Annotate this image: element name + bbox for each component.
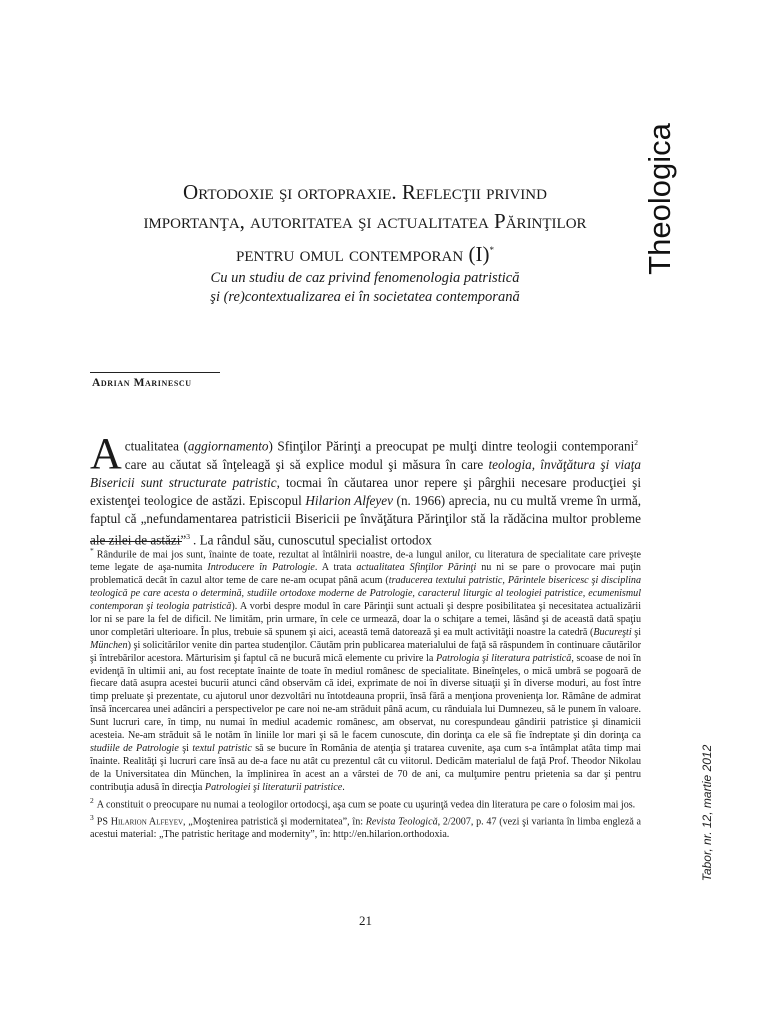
body-text: (n. 1966) aprecia, nu cu multă vreme în urmă, faptul că „nefundamentarea patristicii Bisericii pe învăţătura Părinţilor stă la rădăcina multor probleme ale zilei de astăzi” <box>90 493 641 548</box>
title-line: Ortodoxie şi ortopraxie. Reflecţii privind <box>183 180 547 204</box>
body-text: , tocmai în căutarea unor repere şi pârghii necesare producţiei şi existenţei teologice de astăzi. Episcopul <box>90 474 641 508</box>
footnotes <box>90 545 641 842</box>
footnote-text: A constituit o preocupare nu numai a teologilor ortodocşi, aşa cum se poate cu uşurinţă vedea din literatura pe care o folosim mai jos. <box>96 798 636 810</box>
footnote-italic: traducerea textului patristic, Părintele bisericesc şi disciplina teologică pe care acesta o determină, studiile ortodoxe moderne de Patrologie, caracterul liturgic al teologiei patristice, ecumenismul contemporan şi teologia patristică <box>90 575 641 612</box>
footnote-text: , „Moştenirea patristică şi modernitatea”, în: <box>183 816 366 828</box>
footnote-mark: 2 <box>90 795 94 805</box>
issue-info-vertical <box>696 728 718 898</box>
title-line-text: pentru omul contemporan (I) <box>236 242 490 266</box>
author-rule <box>90 372 220 373</box>
footnote-text: PS <box>96 816 111 828</box>
page-number: 21 <box>359 913 372 928</box>
footnote-ref-3[interactable]: 3 <box>186 532 191 542</box>
footnote-text: nu ni se pare o provocare mai puţin problematică decât în cazul altor teme de care ne-am ocupat până acum ( <box>90 562 641 587</box>
body-paragraph <box>90 429 641 550</box>
footnote-italic: Introducere în Patrologie <box>207 562 315 574</box>
footnote-text: Rândurile de mai jos sunt, înainte de toate, rezultat al întâlnirii noastre, de-a lungul anilor, cu literatura de specialitate care priveşte teme legate de aşa-numita <box>90 549 641 574</box>
footnote-text: . <box>342 781 345 793</box>
footnote-italic: textul patristic <box>192 742 252 754</box>
footnote-author: Hilarion Alfeyev <box>110 816 184 828</box>
footnote-rule <box>90 541 182 542</box>
footnote-3 <box>90 812 641 842</box>
article-title <box>90 178 640 269</box>
journal-name: Theologica <box>642 123 677 275</box>
footnote-italic: studiile de Patrologie <box>90 742 179 754</box>
body-text: ) Sfinţilor Părinţi a preocupat pe mulţi dintre teologii contemporani <box>268 438 635 454</box>
footnote-2 <box>90 795 641 812</box>
body-text: ctualitatea ( <box>124 438 188 454</box>
footnote-text: . A trata <box>314 562 357 574</box>
footnote-text: să se bucure în România de atenţia şi tratarea cuvenite, aşa cum s-a întâmplat atâta timp mai înainte. Realităţi şi lucruri care însă au de-a face nu atât cu prezentul cât cu viitorul. Dedicăm materialul de faţă Prof. Theodor Nikolau de la Universitatea din München, la împlinirea în acest an a vârstei de 70 de ani, ca mulţumire pentru prietenia sa dar şi pentru contribuţia adusă în direcţia <box>90 742 641 793</box>
article-subtitle <box>90 269 640 307</box>
body-italic: Hilarion Alfeyev <box>305 493 393 508</box>
title-footnote-mark: * <box>489 245 494 255</box>
journal-name-vertical <box>638 114 682 284</box>
subtitle-line: şi (re)contextualizarea ei în societatea contemporană <box>210 289 520 305</box>
footnote-italic: Patrologia şi literatura patristică <box>435 652 572 664</box>
author-name: Adrian Marinescu <box>92 377 192 389</box>
issue-info: Tabor, nr. 12, martie 2012 <box>700 744 714 882</box>
body-text: care au căutat să înţeleagă şi să explice modul şi măsura în care <box>124 456 489 472</box>
footnote-mark: 3 <box>90 812 94 822</box>
footnote-text: , 2/2007, p. 47 (vezi şi varianta în limba engleză a acestui material: „The patristic heritage and modernity”, în: http://en.hilarion.orthodoxia. <box>90 816 641 841</box>
body-italic: aggiornamento <box>187 438 269 454</box>
body-text: . La rândul său, cunoscutul specialist ortodox <box>193 532 432 548</box>
footnote-text: şi <box>178 742 193 754</box>
footnote-italic: Patrologiei şi literaturii patristice <box>204 781 343 793</box>
title-line <box>90 236 640 269</box>
body-italic: teologia, învăţătura şi viaţa Bisericii sunt structurate patristic <box>90 456 641 490</box>
subtitle-line: Cu un studiu de caz privind fenomenologia patristică <box>210 270 520 286</box>
footnote-text: , scoase de noi în evidenţă în ultimii ani, au fost receptate înainte de toate în mediul românesc de specialitate. Bineînţeles, o mică umbră se pogoară de fiecare dată asupra acestei bucurii atunci când observăm că idei, exprimate de noi în diverse situaţii şi în diverse moduri, au fost între timp preluate şi prezentate, cu ajutorul unor dezvoltări nu întotdeauna proprii, însă fără a menţiona provenienţa lor. Rămâne de admirat însă încercarea unei adânciri a perspectivelor pe care noi ne-am străduit până acum, cu rânduiala lui Dumnezeu, să le punem în valoare. Sunt lucruri care, în timp, nu numai în mediul academic românesc, am observat, nu corespundeau gândirii patristice şi dinamicii acesteia. Ne-am străduit să le notăm în liniile lor mari şi să le facem cunoscute, din dorinţa ca ele să fie îndreptate şi din dorinţa ca <box>90 652 642 742</box>
drop-cap: A <box>90 429 122 478</box>
footnote-mark: * <box>90 546 94 555</box>
footnote-italic: München <box>90 639 128 651</box>
footnote-italic: Revista Teologică <box>365 816 438 828</box>
footnote-text: ). A vorbi despre modul în care Părinţii sunt actuali şi despre posibilitatea şi necesitatea actualizării lor ni se pare la fel de dificil. Ne limităm, prin urmare, în cele ce urmează, doar la o schiţare a temei, lăsând şi de această dată spaţiu unor completări ulterioare. În plus, trebuie să spunem şi aici, această temă datorează şi ea mult activităţii noastre la catedră ( <box>90 600 642 638</box>
title-line: importanţa, autoritatea şi actualitatea Părinţilor <box>143 209 587 233</box>
footnote-ref-2[interactable]: 2 <box>634 438 638 447</box>
footnote-1 <box>90 545 641 795</box>
footnote-text: ) şi solicitărilor venite din partea studenţilor. Căutăm prin publicarea materialului de faţă să răspundem în continuare căutărilor şi întrebărilor acestora. Mărturisim şi faptul că ne bucură mică elemente cu privire la <box>90 639 641 664</box>
footnote-text: şi <box>631 626 641 638</box>
footnote-italic: actualitatea Sfinţilor Părinţi <box>356 562 477 574</box>
footnote-italic: Bucureşti <box>593 626 632 638</box>
